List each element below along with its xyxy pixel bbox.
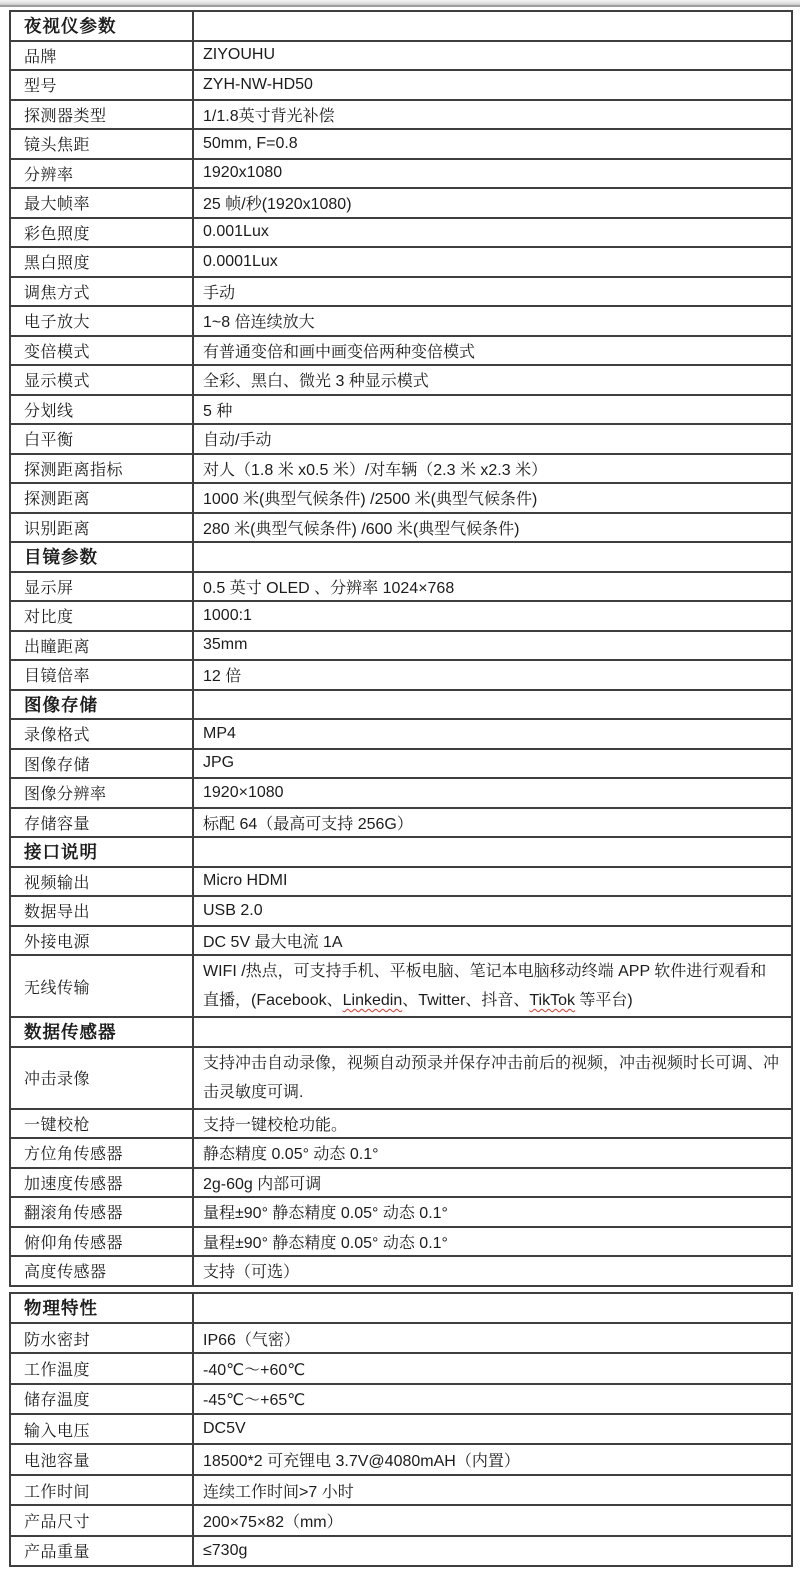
- param-value: [193, 1017, 792, 1047]
- spec-row: [10, 1109, 792, 1139]
- param-value: [193, 837, 792, 867]
- param-label: 变倍模式: [10, 336, 193, 366]
- spec-row: [10, 336, 792, 366]
- param-label: 无线传输: [10, 955, 193, 1017]
- spec-row: [10, 188, 792, 218]
- param-label: 外接电源: [10, 926, 193, 956]
- param-value: 1000:1: [193, 601, 792, 631]
- spec-row: [10, 1353, 792, 1383]
- spec-row: [10, 955, 792, 1017]
- param-label: 彩色照度: [10, 218, 193, 248]
- param-label: 显示屏: [10, 572, 193, 602]
- spec-row: [10, 1197, 792, 1227]
- param-label: 录像格式: [10, 719, 193, 749]
- param-value: 35mm: [193, 631, 792, 661]
- param-value: 0.5 英寸 OLED 、分辨率 1024×768: [193, 572, 792, 602]
- param-label: 电子放大: [10, 306, 193, 336]
- spec-row: [10, 277, 792, 307]
- param-value: 支持冲击自动录像，视频自动预录并保存冲击前后的视频，冲击视频时长可调、冲击灵敏度可调.: [193, 1047, 792, 1109]
- param-label: 方位角传感器: [10, 1138, 193, 1168]
- spec-row: [10, 719, 792, 749]
- param-value: 1~8 倍连续放大: [193, 306, 792, 336]
- spec-row: [10, 631, 792, 661]
- param-value: 12 倍: [193, 660, 792, 690]
- param-value: -40℃～+60℃: [193, 1353, 792, 1383]
- param-value: 280 米(典型气候条件) /600 米(典型气候条件): [193, 513, 792, 543]
- spec-row: [10, 1475, 792, 1505]
- param-value: 对人（1.8 米 x0.5 米）/对车辆（2.3 米 x2.3 米）: [193, 454, 792, 484]
- param-value: 量程±90° 静态精度 0.05° 动态 0.1°: [193, 1227, 792, 1257]
- spec-row: [10, 1047, 792, 1109]
- spec-row: [10, 218, 792, 248]
- section-header-row: [10, 837, 792, 867]
- spec-row: [10, 1444, 792, 1474]
- spec-row: [10, 808, 792, 838]
- spec-row: [10, 247, 792, 277]
- param-value: 全彩、黑白、微光 3 种显示模式: [193, 365, 792, 395]
- param-value: [193, 1293, 792, 1323]
- param-label: 储存温度: [10, 1384, 193, 1414]
- spec-row: [10, 513, 792, 543]
- param-label: 调焦方式: [10, 277, 193, 307]
- param-value: 2g-60g 内部可调: [193, 1168, 792, 1198]
- spec-row: [10, 778, 792, 808]
- param-value: 1920x1080: [193, 159, 792, 189]
- param-label: 高度传感器: [10, 1256, 193, 1286]
- param-value: 50mm, F=0.8: [193, 129, 792, 159]
- param-value: 支持一键校枪功能。: [193, 1109, 792, 1139]
- spec-row: [10, 926, 792, 956]
- param-value: 支持（可选）: [193, 1256, 792, 1286]
- param-label: 加速度传感器: [10, 1168, 193, 1198]
- section-title: 数据传感器: [10, 1017, 193, 1047]
- param-value: USB 2.0: [193, 896, 792, 926]
- spec-row: [10, 601, 792, 631]
- param-value: ZYH-NW-HD50: [193, 70, 792, 100]
- spec-row: [10, 424, 792, 454]
- param-value: 0.001Lux: [193, 218, 792, 248]
- param-value: DC5V: [193, 1414, 792, 1444]
- section-title: 目镜参数: [10, 542, 193, 572]
- param-label: 工作温度: [10, 1353, 193, 1383]
- section-title: 物理特性: [10, 1293, 193, 1323]
- param-label: 最大帧率: [10, 188, 193, 218]
- param-label: 目镜倍率: [10, 660, 193, 690]
- param-label: 存储容量: [10, 808, 193, 838]
- param-value: ZIYOUHU: [193, 41, 792, 71]
- param-value: -45℃～+65℃: [193, 1384, 792, 1414]
- param-value: 200×75×82（mm）: [193, 1505, 792, 1535]
- param-value: DC 5V 最大电流 1A: [193, 926, 792, 956]
- spec-row: [10, 1384, 792, 1414]
- param-label: 产品重量: [10, 1536, 193, 1566]
- param-label: 对比度: [10, 601, 193, 631]
- spec-row: [10, 365, 792, 395]
- param-label: 显示模式: [10, 365, 193, 395]
- param-label: 探测器类型: [10, 100, 193, 130]
- value-text: WIFI /热点，可支持手机、平板电脑、笔记本电脑移动终端 APP 软件进行观看和直播，(Facebook、: [203, 963, 767, 1009]
- param-value: 1000 米(典型气候条件) /2500 米(典型气候条件): [193, 483, 792, 513]
- param-label: 型号: [10, 70, 193, 100]
- param-label: 视频输出: [10, 867, 193, 897]
- param-label: 镜头焦距: [10, 129, 193, 159]
- section-title: 夜视仪参数: [10, 11, 193, 41]
- spec-row: [10, 1505, 792, 1535]
- param-value: Micro HDMI: [193, 867, 792, 897]
- section-header-row: [10, 11, 792, 41]
- param-label: 探测距离: [10, 483, 193, 513]
- param-value: 25 帧/秒(1920x1080): [193, 188, 792, 218]
- spec-row: [10, 1536, 792, 1566]
- spec-row: [10, 306, 792, 336]
- spec-tables-container: [0, 7, 800, 1567]
- param-value: 标配 64（最高可支持 256G）: [193, 808, 792, 838]
- spec-row: [10, 100, 792, 130]
- param-label: 图像存储: [10, 749, 193, 779]
- spec-row: [10, 867, 792, 897]
- param-label: 俯仰角传感器: [10, 1227, 193, 1257]
- spec-row: [10, 896, 792, 926]
- param-label: 翻滚角传感器: [10, 1197, 193, 1227]
- param-label: 一键校枪: [10, 1109, 193, 1139]
- param-value: MP4: [193, 719, 792, 749]
- param-label: 产品尺寸: [10, 1505, 193, 1535]
- param-label: 识别距离: [10, 513, 193, 543]
- param-value: [193, 542, 792, 572]
- param-value: 18500*2 可充锂电 3.7V@4080mAH（内置）: [193, 1444, 792, 1474]
- param-value: 有普通变倍和画中画变倍两种变倍模式: [193, 336, 792, 366]
- param-value: [193, 955, 792, 1017]
- param-label: 数据导出: [10, 896, 193, 926]
- spec-row: [10, 749, 792, 779]
- param-value: 手动: [193, 277, 792, 307]
- param-label: 品牌: [10, 41, 193, 71]
- spec-row: [10, 660, 792, 690]
- spec-row: [10, 483, 792, 513]
- param-label: 防水密封: [10, 1323, 193, 1353]
- value-text: 等平台): [574, 992, 633, 1009]
- section-title: 接口说明: [10, 837, 193, 867]
- section-header-row: [10, 690, 792, 720]
- spec-row: [10, 1323, 792, 1353]
- param-value: 自动/手动: [193, 424, 792, 454]
- page-top-edge: [0, 0, 800, 7]
- spec-row: [10, 41, 792, 71]
- spec-row: [10, 70, 792, 100]
- param-value: 连续工作时间>7 小时: [193, 1475, 792, 1505]
- spec-row: [10, 1227, 792, 1257]
- param-value: 1920×1080: [193, 778, 792, 808]
- param-label: 冲击录像: [10, 1047, 193, 1109]
- param-label: 分辨率: [10, 159, 193, 189]
- section-title: 图像存储: [10, 690, 193, 720]
- param-label: 图像分辨率: [10, 778, 193, 808]
- param-label: 工作时间: [10, 1475, 193, 1505]
- section-header-row: [10, 542, 792, 572]
- param-value: [193, 11, 792, 41]
- param-label: 探测距离指标: [10, 454, 193, 484]
- param-label: 黑白照度: [10, 247, 193, 277]
- spec-row: [10, 1168, 792, 1198]
- spec-table-physical: [9, 1292, 793, 1568]
- param-label: 白平衡: [10, 424, 193, 454]
- param-label: 输入电压: [10, 1414, 193, 1444]
- spec-row: [10, 1138, 792, 1168]
- param-value: 1/1.8英寸背光补偿: [193, 100, 792, 130]
- spec-row: [10, 1256, 792, 1286]
- spellcheck-flagged-word: Linkedin: [342, 992, 403, 1009]
- spec-table-night-vision: [9, 10, 793, 1287]
- value-text: 、Twitter、抖音、: [402, 992, 530, 1009]
- param-value: [193, 690, 792, 720]
- param-label: 出瞳距离: [10, 631, 193, 661]
- param-value: 5 种: [193, 395, 792, 425]
- param-value: 静态精度 0.05° 动态 0.1°: [193, 1138, 792, 1168]
- spec-row: [10, 159, 792, 189]
- section-header-row: [10, 1017, 792, 1047]
- spec-row: [10, 1414, 792, 1444]
- spec-row: [10, 129, 792, 159]
- spellcheck-flagged-word: TikTok: [529, 992, 575, 1009]
- param-label: 分划线: [10, 395, 193, 425]
- param-value: IP66（气密）: [193, 1323, 792, 1353]
- section-header-row: [10, 1293, 792, 1323]
- param-value: 0.0001Lux: [193, 247, 792, 277]
- param-value: 量程±90° 静态精度 0.05° 动态 0.1°: [193, 1197, 792, 1227]
- spec-row: [10, 454, 792, 484]
- param-value: JPG: [193, 749, 792, 779]
- spec-row: [10, 395, 792, 425]
- spec-row: [10, 572, 792, 602]
- param-value: ≤730g: [193, 1536, 792, 1566]
- param-label: 电池容量: [10, 1444, 193, 1474]
